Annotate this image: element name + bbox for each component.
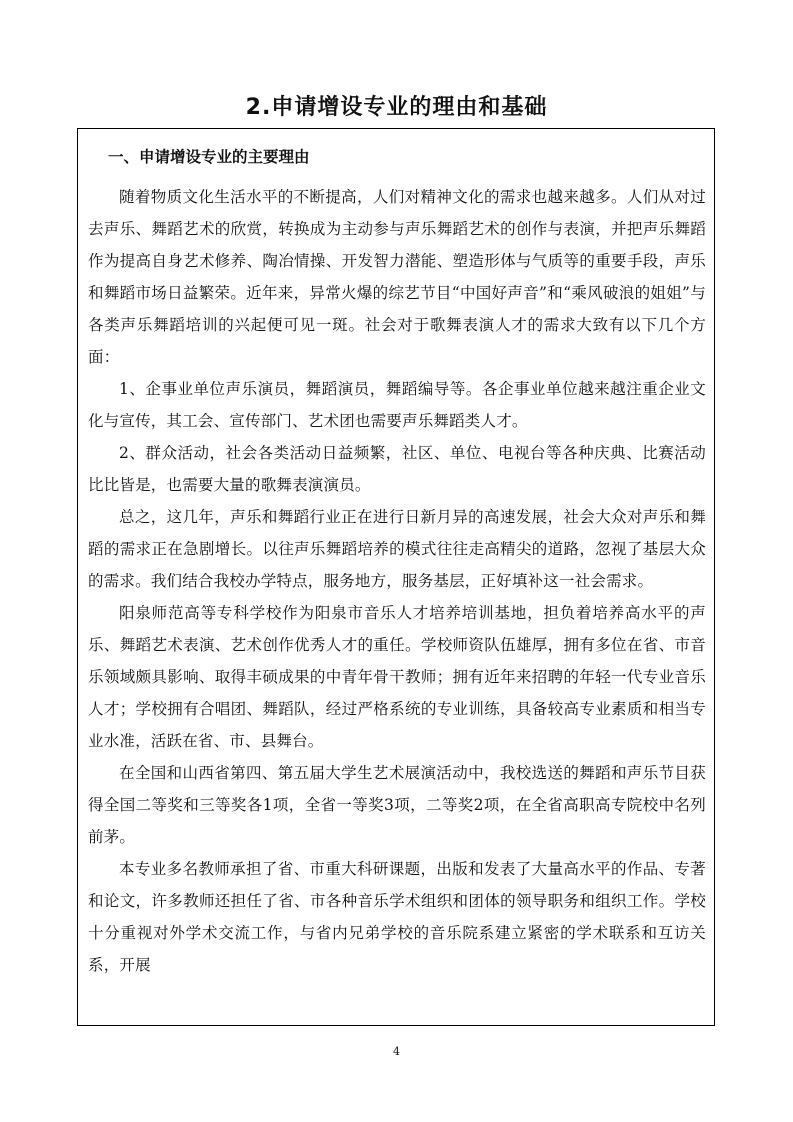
paragraph: 2、群众活动，社会各类活动日益频繁，社区、单位、电视台等各种庆典、比赛活动比比皆是，也需要大量的歌舞表演演员。 (88, 444, 706, 494)
content-box (77, 128, 715, 1026)
body-text (88, 181, 706, 981)
paragraph: 阳泉师范高等专科学校作为阳泉市音乐人才培养培训基地，担负着培养高水平的声乐、舞蹈艺术表演、艺术创作优秀人才的重任。学校师资队伍雄厚，拥有多位在省、市音乐领域颇具影响、取得丰硕成果的中青年骨干教师；拥有近年来招聘的年轻一代专业音乐人才；学校拥有合唱团、舞蹈队，经过严格系统的专业训练，具备较高专业素质和相当专业水准，活跃在省、市、县舞台。 (88, 604, 706, 750)
paragraph: 总之，这几年，声乐和舞蹈行业正在进行日新月异的高速发展，社会大众对声乐和舞蹈的需求正在急剧增长。以往声乐舞蹈培养的模式往往走高精尖的道路，忽视了基层大众的需求。我们结合我校办学特点，服务地方，服务基层，正好填补这一社会需求。 (88, 508, 706, 590)
page-number: 4 (393, 1045, 400, 1058)
paragraph: 本专业多名教师承担了省、市重大科研课题，出版和发表了大量高水平的作品、专著和论文，许多教师还担任了省、市各种音乐学术组织和团体的领导职务和组织工作。学校十分重视对外学术交流工作，与省内兄弟学校的音乐院系建立紧密的学术联系和互访关系，开展 (88, 860, 706, 974)
section-heading: 一、申请增设专业的主要理由 (108, 148, 310, 166)
paragraph: 在全国和山西省第四、第五届大学生艺术展演活动中，我校选送的舞蹈和声乐节目获得全国二等奖和三等奖各1项，全省一等奖3项，二等奖2项，在全省高职高专院校中名列前茅。 (88, 764, 706, 846)
paragraph: 1、企事业单位声乐演员，舞蹈演员，舞蹈编导等。各企事业单位越来越注重企业文化与宣传，其工会、宣传部门、艺术团也需要声乐舞蹈类人才。 (88, 380, 706, 430)
page-title: 2.申请增设专业的理由和基础 (245, 95, 548, 120)
paragraph: 随着物质文化生活水平的不断提高，人们对精神文化的需求也越来越多。人们从对过去声乐、舞蹈艺术的欣赏，转换成为主动参与声乐舞蹈艺术的创作与表演，并把声乐舞蹈作为提高自身艺术修养、陶冶情操、开发智力潜能、塑造形体与气质等的重要手段，声乐和舞蹈市场日益繁荣。近年来，异常火爆的综艺节目“中国好声音”和“乘风破浪的姐姐”与各类声乐舞蹈培训的兴起便可见一斑。社会对于歌舞表演人才的需求大致有以下几个方面： (88, 188, 706, 366)
